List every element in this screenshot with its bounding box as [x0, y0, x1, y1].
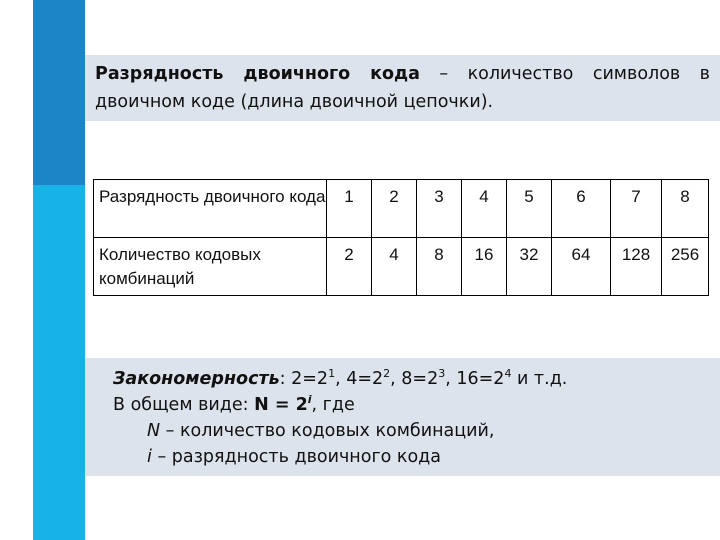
table-cell: 4: [372, 238, 417, 296]
pattern-item-0: $2=2^1$,: [291, 367, 347, 389]
table-cell: 128: [611, 238, 662, 296]
definition-rest: – количество символов в двоичном коде (длина двоичной цепочки).: [95, 64, 710, 112]
i-description: – разрядность двоичного кода: [151, 447, 442, 467]
pattern-line: [113, 366, 713, 392]
general-prefix: В общем виде:: [113, 395, 255, 415]
table-cell: 3: [417, 180, 462, 238]
general-formula-line: [113, 392, 713, 418]
side-accent-bar-top: [33, 0, 85, 185]
table-row-bit-depth: [94, 180, 709, 238]
table-cell: 32: [507, 238, 552, 296]
code-table: [93, 179, 709, 296]
table-cell: 4: [462, 180, 507, 238]
pattern-text: [113, 366, 713, 470]
table-cell: 8: [662, 180, 709, 238]
n-definition-line: [113, 418, 713, 444]
table-cell: 2: [327, 238, 372, 296]
definition-text: [95, 60, 710, 116]
formula-exponent: i: [307, 393, 312, 407]
table-cell: 1: [327, 180, 372, 238]
table-cell: 256: [662, 238, 709, 296]
pattern-item-2: $8=2^3$,: [401, 367, 457, 389]
side-accent-bar-bottom: [33, 185, 85, 540]
pattern-item-1: $4=2^2$,: [346, 367, 402, 389]
row-header-combinations: Количество кодовых комбинаций: [94, 238, 327, 296]
table-cell: 16: [462, 238, 507, 296]
pattern-item-3: $16=2^4$ и т.д.: [456, 367, 568, 389]
table-cell: 2: [372, 180, 417, 238]
definition-term: Разрядность двоичного кода: [95, 64, 420, 84]
n-description: – количество кодовых комбинаций,: [160, 421, 495, 441]
i-symbol: i: [147, 447, 152, 467]
table-cell: 5: [507, 180, 552, 238]
table-row-combinations: [94, 238, 709, 296]
general-suffix: , где: [311, 395, 355, 415]
table-cell: 7: [611, 180, 662, 238]
table-cell: 8: [417, 238, 462, 296]
table-cell: 64: [552, 238, 611, 296]
i-definition-line: [113, 444, 713, 470]
formula-base: N = 2: [254, 395, 308, 415]
n-symbol: N: [147, 421, 161, 441]
table-cell: 6: [552, 180, 611, 238]
pattern-colon: :: [279, 369, 292, 389]
row-header-bit-depth: Разрядность двоичного кода: [94, 180, 327, 238]
pattern-label: Закономерность: [113, 369, 280, 389]
